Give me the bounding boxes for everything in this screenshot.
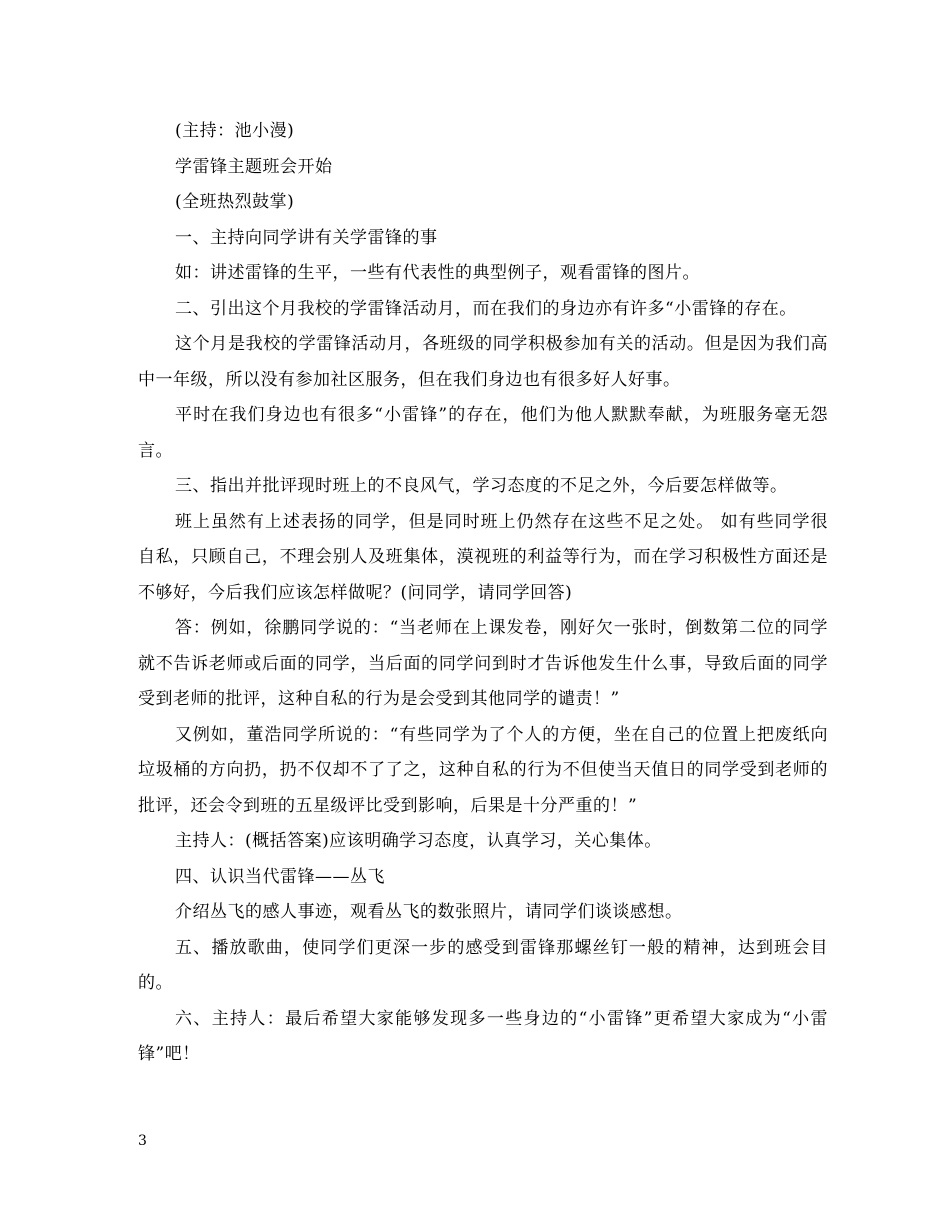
paragraph-host-summary: 主持人：(概括答案)应该明确学习态度，认真学习，关心集体。 bbox=[175, 831, 662, 851]
paragraph-answer-dong-hao: 又例如，董浩同学所说的：“有些同学为了个人的方便，坐在自己的位置上把废纸向垃圾桶的方向扔，扔不仅却不了了之，这种自私的行为不但使当天值日的同学受到老师的批评，还会令到班的五星级评比受到影响，后果是十分严重的！” bbox=[138, 724, 828, 816]
paragraph-host-note: (主持：池小漫) bbox=[175, 121, 295, 141]
paragraph-section-two: 二、引出这个月我校的学雷锋活动月，而在我们的身边亦有许多“小雷锋的存在。 bbox=[175, 298, 797, 319]
document-body bbox=[138, 114, 828, 1073]
paragraph-shortcomings: 班上虽然有上述表扬的同学，但是同时班上仍然存在这些不足之处。 如有些同学很自私，只顾自己，不理会别人及班集体，漠视班的利益等行为，而在学习积极性方面还是不够好，今后我们应该怎样做呢？(问同学，请同学回答) bbox=[138, 511, 828, 603]
paragraph-applause: (全班热烈鼓掌) bbox=[175, 192, 295, 212]
paragraph-section-one: 一、主持向同学讲有关学雷锋的事 bbox=[175, 227, 438, 248]
paragraph-section-six: 六、主持人：最后希望大家能够发现多一些身边的“小雷锋”更希望大家成为“小雷锋”吧！ bbox=[138, 1008, 828, 1064]
paragraph-section-three: 三、指出并批评现时班上的不良风气，学习态度的不足之外，今后要怎样做等。 bbox=[175, 476, 788, 496]
paragraph-cong-fei: 介绍丛飞的感人事迹，观看丛飞的数张照片，请同学们谈谈感想。 bbox=[175, 902, 683, 922]
paragraph-little-leifeng: 平时在我们身边也有很多“小雷锋”的存在，他们为他人默默奉献，为班服务毫无怨言。 bbox=[138, 405, 828, 461]
paragraph-meeting-start: 学雷锋主题班会开始 bbox=[175, 156, 333, 177]
paragraph-activity-month: 这个月是我校的学雷锋活动月，各班级的同学积极参加有关的活动。但是因为我们高中一年级，所以没有参加社区服务，但在我们身边也有很多好人好事。 bbox=[138, 334, 828, 390]
paragraph-answer-xu-peng: 答：例如，徐鹏同学说的：“当老师在上课发卷，刚好欠一张时，倒数第二位的同学就不告诉老师或后面的同学，当后面的同学问到时才告诉他发生什么事，导致后面的同学受到老师的批评，这种自私的行为是会受到其他同学的谴责！” bbox=[138, 618, 828, 709]
page-number: 3 bbox=[138, 1133, 147, 1149]
paragraph-section-four: 四、认识当代雷锋——丛飞 bbox=[175, 866, 385, 887]
paragraph-section-five: 五、播放歌曲，使同学们更深一步的感受到雷锋那螺丝钉一般的精神，达到班会目的。 bbox=[138, 937, 828, 993]
paragraph-section-one-example: 如：讲述雷锋的生平，一些有代表性的典型例子，观看雷锋的图片。 bbox=[175, 263, 700, 283]
